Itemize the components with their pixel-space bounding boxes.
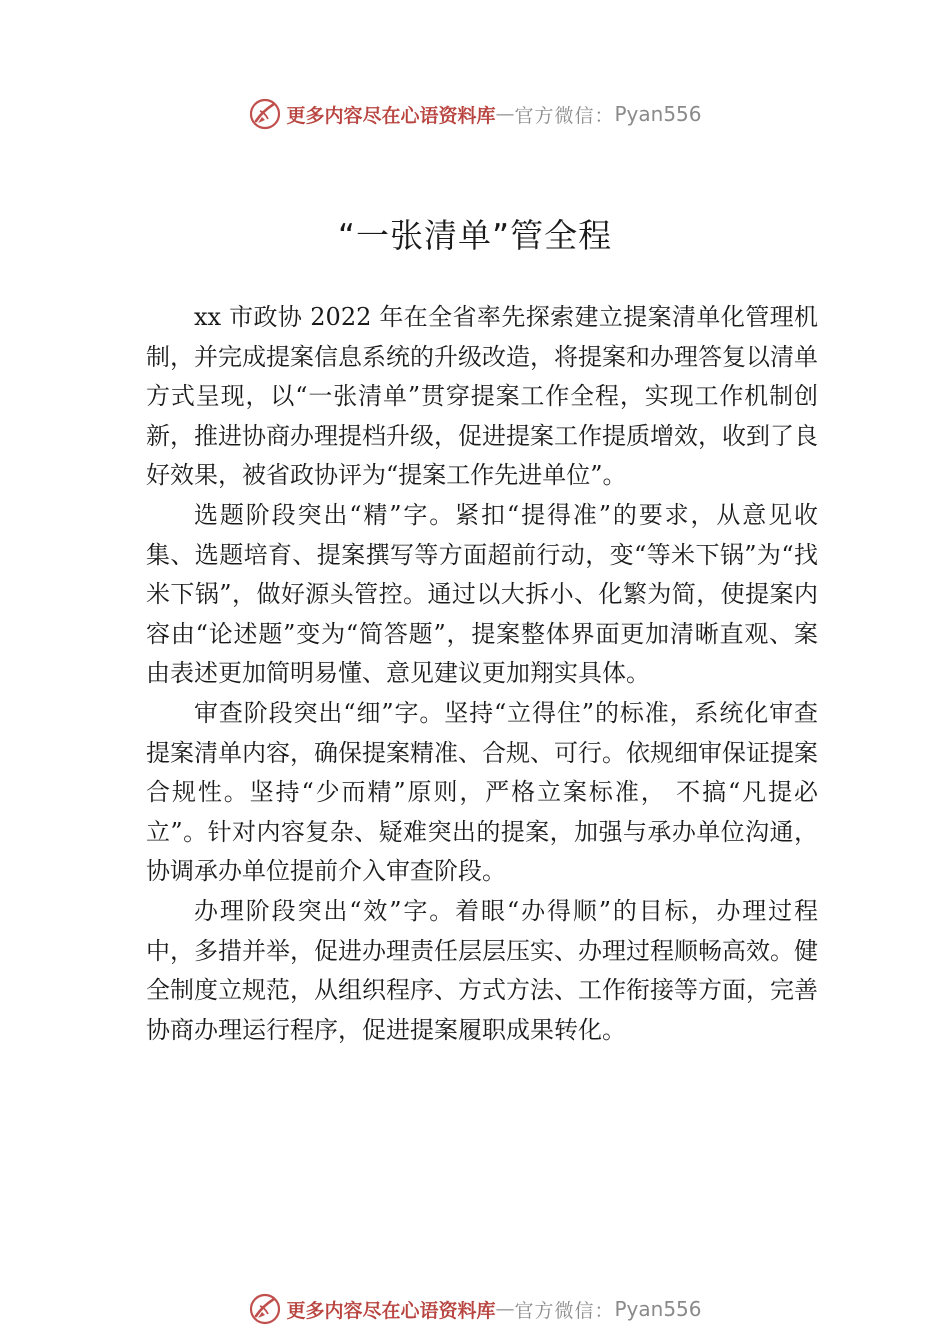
document-title: “一张清单”管全程 — [337, 216, 613, 256]
document-body — [146, 298, 818, 1050]
watermark-dash: — — [495, 103, 515, 125]
watermark-dash: — — [495, 1298, 515, 1320]
watermark-wechat-id: Pyan556 — [614, 102, 702, 126]
paragraph-intro: xx 市政协 2022 年在全省率先探索建立提案清单化管理机制，并完成提案信息系统的升级改造，将提案和办理答复以清单方式呈现，以“一张清单”贯穿提案工作全程，实现工作机制创新，推进协商办理提档升级，促进提案工作提质增效，收到了良好效果，被省政协评为“提案工作先进单位”。 — [146, 303, 818, 490]
paragraph-topic-selection: 选题阶段突出“精”字。紧扣“提得准”的要求，从意见收集、选题培育、提案撰写等方面超前行动，变“等米下锅”为“找米下锅”，做好源头管控。通过以大拆小、化繁为简，使提案内容由“论述题”变为“简答题”，提案整体界面更加清晰直观、案由表述更加简明易懂、意见建议更加翔实具体。 — [146, 500, 818, 688]
watermark-header — [0, 94, 950, 134]
watermark-label: 官方微信： — [514, 1299, 615, 1322]
watermark-label: 官方微信： — [514, 104, 615, 127]
paragraph-handling: 办理阶段突出“效”字。着眼“办得顺”的目标，办理过程中，多措并举，促进办理责任层层压实、办理过程顺畅高效。健全制度立规范，从组织程序、方式方法、工作衔接等方面，完善协商办理运行程序，促进提案履职成果转化。 — [146, 896, 818, 1044]
pen-logo-icon — [248, 1292, 282, 1326]
watermark-brand: 更多内容尽在心语资料库 — [286, 104, 496, 127]
watermark-brand: 更多内容尽在心语资料库 — [286, 1299, 496, 1322]
paragraph-review: 审查阶段突出“细”字。坚持“立得住”的标准，系统化审查提案清单内容，确保提案精准、合规、可行。依规细审保证提案合规性。坚持“少而精”原则，严格立案标准， 不搞“凡提必立”。针对内容复杂、疑难突出的提案，加强与承办单位沟通，协调承办单位提前介入审查阶段。 — [146, 698, 818, 886]
watermark-wechat-id: Pyan556 — [614, 1297, 702, 1321]
pen-logo-icon — [248, 97, 282, 131]
watermark-footer — [0, 1289, 950, 1329]
